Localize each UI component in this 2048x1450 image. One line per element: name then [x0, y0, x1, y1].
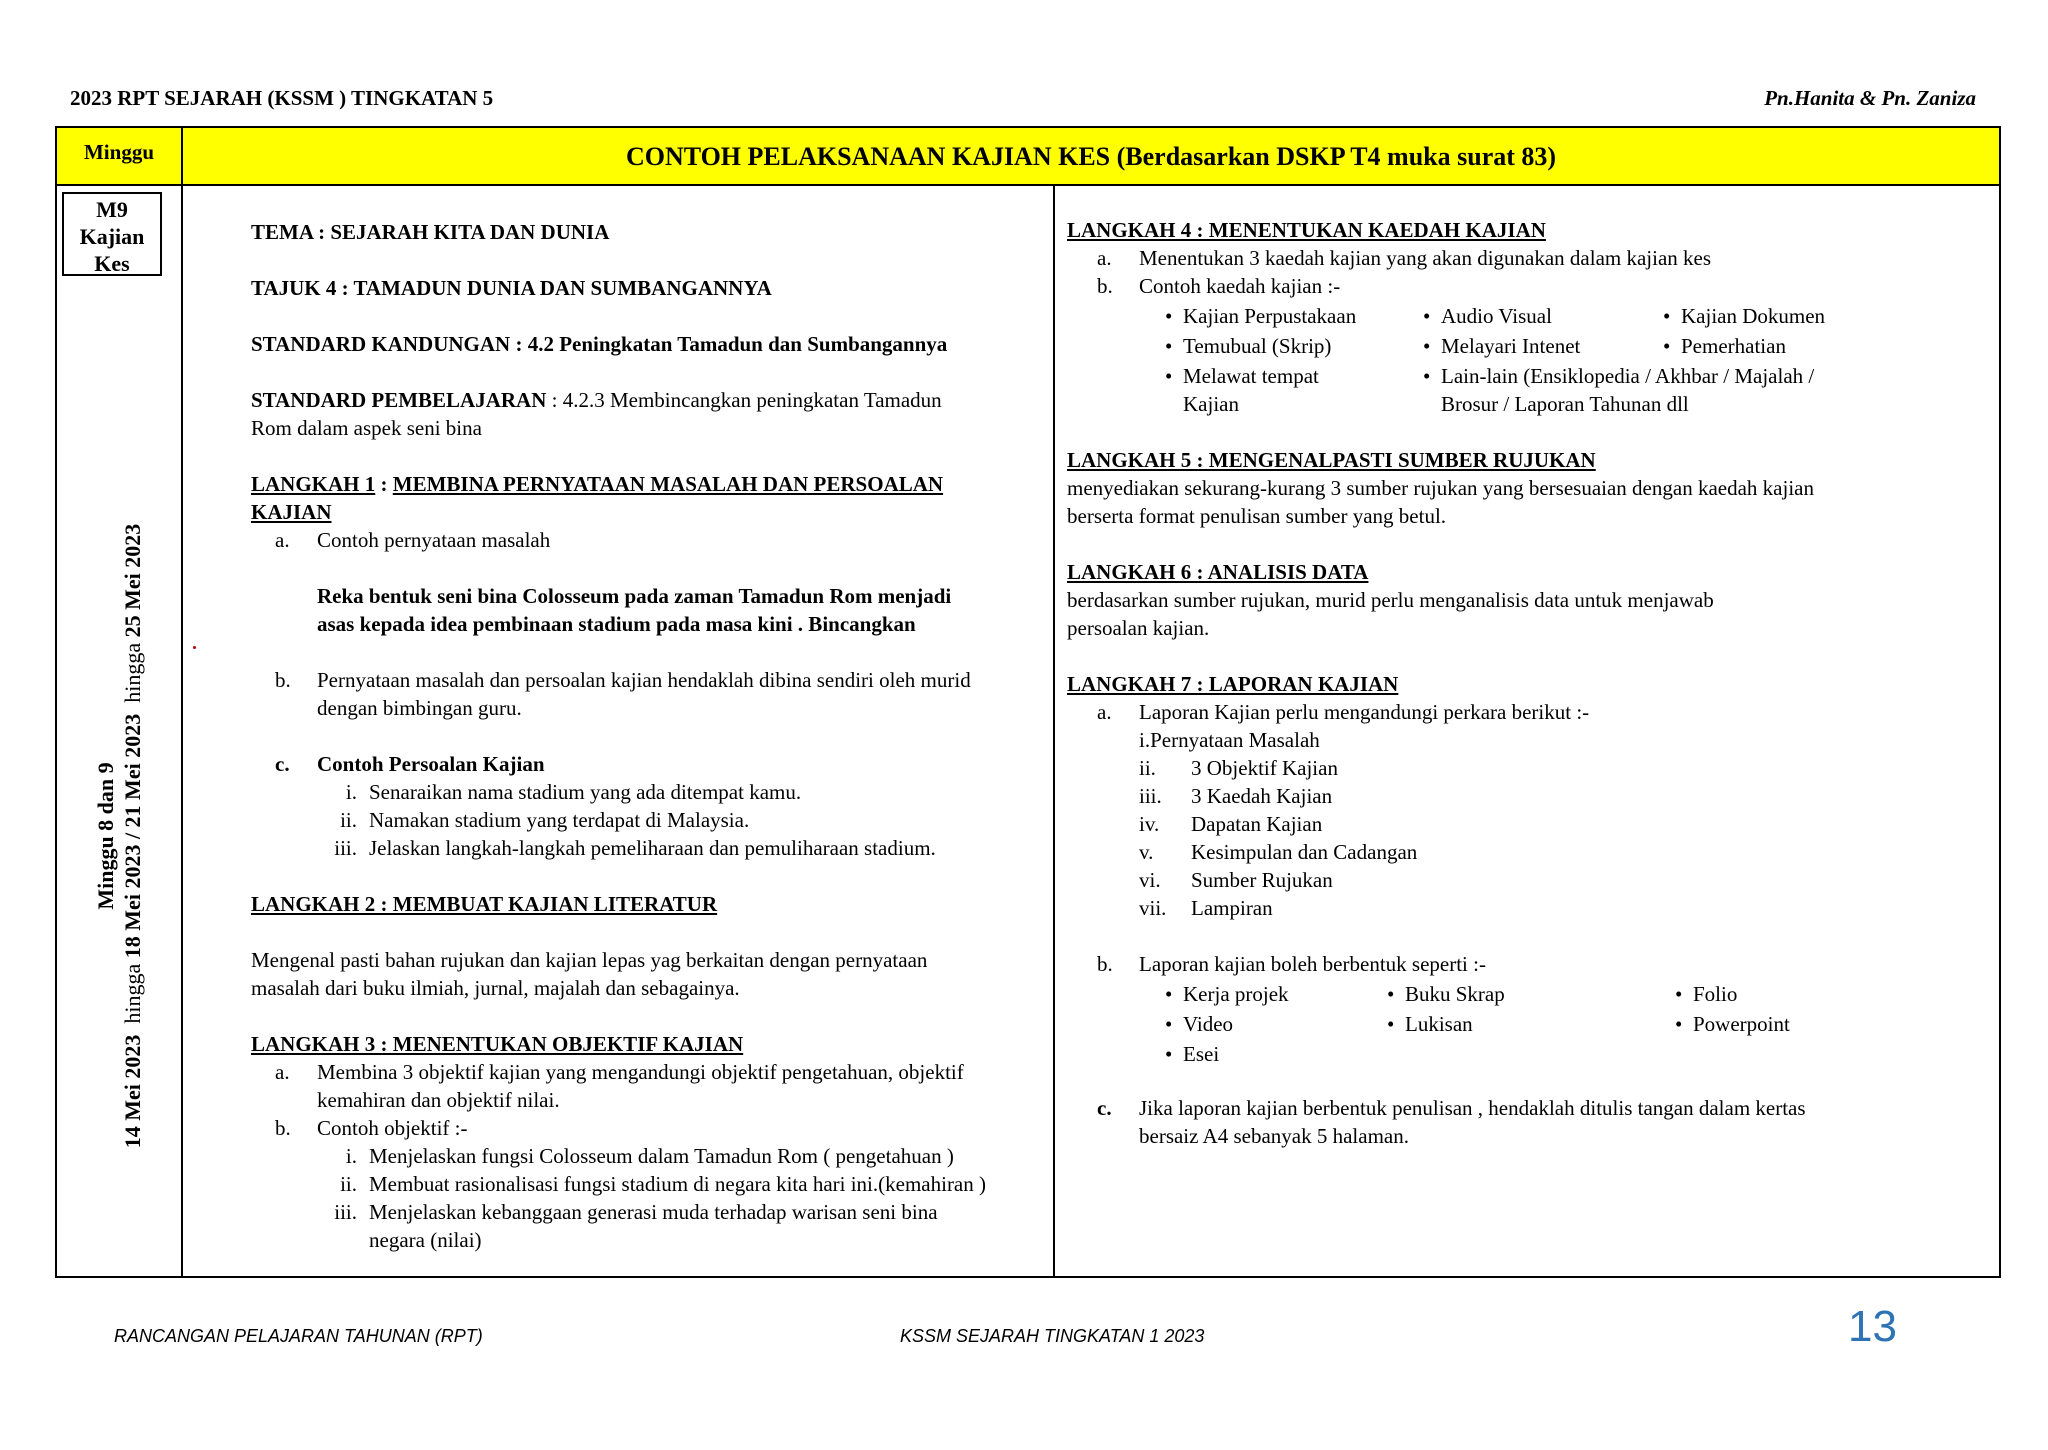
week-column-header: Minggu	[57, 128, 183, 184]
langkah-7-heading: LANGKAH 7 : LAPORAN KAJIAN	[1067, 672, 1399, 696]
bullet-icon: •	[1165, 982, 1173, 1006]
langkah-2-heading: LANGKAH 2 : MEMBUAT KAJIAN LITERATUR	[251, 892, 718, 916]
list-item: Dapatan Kajian	[1191, 812, 1323, 836]
bullet-icon: •	[1165, 1012, 1173, 1036]
item-text: Laporan Kajian perlu mengandungi perkara berikut :-	[1139, 700, 1590, 724]
roman-marker: i.	[345, 780, 357, 804]
bullet-item: Melayari Intenet	[1441, 334, 1581, 358]
header-title: 2023 RPT SEJARAH (KSSM ) TINGKATAN 5	[70, 86, 494, 110]
standard-kandungan: STANDARD KANDUNGAN : 4.2 Peningkatan Tamadun dan Sumbangannya	[251, 332, 948, 356]
date-text: 18 Mei 2023 / 21 Mei 2023	[120, 713, 145, 959]
content-right-column	[1055, 186, 1999, 1276]
langkah-4-heading: LANGKAH 4 : MENENTUKAN KAEDAH KAJIAN	[1067, 218, 1546, 242]
item-text: Pernyataan masalah dan persoalan kajian hendaklah dibina sendiri oleh murid	[317, 668, 971, 692]
tema-heading: TEMA : SEJARAH KITA DAN DUNIA	[251, 220, 610, 244]
bullet-item: Lukisan	[1405, 1012, 1473, 1036]
item-text: Membina 3 objektif kajian yang mengandungi objektif pengetahuan, objektif	[317, 1060, 964, 1084]
week-column	[57, 186, 183, 1276]
item-text-cont: bersaiz A4 sebanyak 5 halaman.	[1139, 1124, 1409, 1148]
week-range-label: Minggu 8 dan 9	[93, 762, 118, 910]
item-marker: c.	[1097, 1096, 1112, 1120]
page-number: 13	[1848, 1302, 1897, 1351]
bullet-item: Kajian Perpustakaan	[1183, 304, 1357, 328]
item-text: Contoh Persoalan Kajian	[317, 752, 545, 776]
date-connector: hingga	[120, 963, 145, 1024]
bullet-item-cont: Kajian	[1183, 392, 1239, 416]
week-date-range	[92, 524, 146, 1149]
date-text: 25 Mei 2023	[120, 523, 145, 638]
list-item-cont: negara (nilai)	[369, 1228, 482, 1252]
bullet-item: Powerpoint	[1693, 1012, 1790, 1036]
langkah-6-text-cont: persoalan kajian.	[1067, 616, 1210, 640]
roman-marker: vi.	[1139, 868, 1161, 892]
roman-marker: iii.	[334, 836, 357, 860]
langkah-2-text-cont: masalah dari buku ilmiah, jurnal, majalah dan sebagainya.	[251, 976, 740, 1000]
langkah-3-heading: LANGKAH 3 : MENENTUKAN OBJEKTIF KAJIAN	[251, 1032, 744, 1056]
bullet-item: Audio Visual	[1441, 304, 1552, 328]
langkah-2-text: Mengenal pasti bahan rujukan dan kajian lepas yag berkaitan dengan pernyataan	[251, 948, 928, 972]
langkah-6-text: berdasarkan sumber rujukan, murid perlu menganalisis data untuk menjawab	[1067, 588, 1714, 612]
lesson-table	[55, 126, 2001, 1278]
item-text: Jika laporan kajian berbentuk penulisan , hendaklah ditulis tangan dalam kertas	[1139, 1096, 1806, 1120]
langkah-1-title: MEMBINA PERNYATAAN MASALAH DAN PERSOALAN	[392, 472, 944, 496]
stray-mark	[193, 646, 196, 649]
list-item: i.Pernyataan Masalah	[1139, 728, 1320, 752]
langkah-1-colon: :	[375, 472, 393, 496]
date-text: 14 Mei 2023	[120, 1034, 145, 1149]
item-text: Contoh kaedah kajian :-	[1139, 274, 1341, 298]
bullet-icon: •	[1165, 334, 1173, 358]
langkah-5-heading: LANGKAH 5 : MENGENALPASTI SUMBER RUJUKAN	[1067, 448, 1596, 472]
list-item: Sumber Rujukan	[1191, 868, 1333, 892]
tajuk-heading: TAJUK 4 : TAMADUN DUNIA DAN SUMBANGANNYA	[251, 276, 772, 300]
bullet-item: Esei	[1183, 1042, 1220, 1066]
week-box-line: Kes	[94, 251, 130, 276]
list-item: 3 Kaedah Kajian	[1191, 784, 1333, 808]
item-marker: a.	[1097, 246, 1112, 270]
bullet-icon: •	[1423, 334, 1431, 358]
item-text: Laporan kajian boleh berbentuk seperti :-	[1139, 952, 1486, 976]
item-marker: b.	[275, 1116, 291, 1140]
content-left-column	[183, 186, 1055, 1276]
roman-marker: v.	[1139, 840, 1154, 864]
bullet-icon: •	[1663, 334, 1671, 358]
problem-statement-cont: asas kepada idea pembinaan stadium pada masa kini . Bincangkan	[317, 612, 916, 636]
bullet-icon: •	[1165, 364, 1173, 388]
item-marker: b.	[275, 668, 291, 692]
langkah-5-text: menyediakan sekurang-kurang 3 sumber rujukan yang bersesuaian dengan kaedah kajian	[1067, 476, 1814, 500]
list-item: Namakan stadium yang terdapat di Malaysia.	[369, 808, 750, 832]
roman-marker: vii.	[1139, 896, 1167, 920]
roman-marker: ii.	[340, 808, 357, 832]
bullet-icon: •	[1387, 1012, 1395, 1036]
langkah-6-heading: LANGKAH 6 : ANALISIS DATA	[1067, 560, 1369, 584]
list-item: Membuat rasionalisasi fungsi stadium di negara kita hari ini.(kemahiran )	[369, 1172, 986, 1196]
problem-statement: Reka bentuk seni bina Colosseum pada zaman Tamadun Rom menjadi	[317, 584, 952, 608]
list-item: Senaraikan nama stadium yang ada ditempat kamu.	[369, 780, 802, 804]
item-marker: b.	[1097, 274, 1113, 298]
roman-marker: iv.	[1139, 812, 1160, 836]
footer-left: RANCANGAN PELAJARAN TAHUNAN (RPT)	[114, 1326, 483, 1346]
item-text: Contoh pernyataan masalah	[317, 528, 551, 552]
list-item: Menjelaskan fungsi Colosseum dalam Tamadun Rom ( pengetahuan )	[369, 1144, 954, 1168]
item-text-cont: dengan bimbingan guru.	[317, 696, 522, 720]
sp-text: : 4.2.3 Membincangkan peningkatan Tamadun	[546, 388, 942, 412]
roman-marker: i.	[345, 1144, 357, 1168]
week-box	[62, 192, 162, 276]
bullet-item: Kerja projek	[1183, 982, 1289, 1006]
list-item: 3 Objektif Kajian	[1191, 756, 1338, 780]
bullet-item: Buku Skrap	[1405, 982, 1505, 1006]
item-text: Menentukan 3 kaedah kajian yang akan digunakan dalam kajian kes	[1139, 246, 1712, 270]
week-box-line: M9	[96, 197, 128, 222]
bullet-icon: •	[1663, 304, 1671, 328]
header-authors: Pn.Hanita & Pn. Zaniza	[1764, 86, 1976, 110]
item-marker: a.	[275, 1060, 290, 1084]
langkah-1-label: LANGKAH 1	[251, 472, 376, 496]
list-item: Kesimpulan dan Cadangan	[1191, 840, 1418, 864]
langkah-5-text-cont: berserta format penulisan sumber yang betul.	[1067, 504, 1447, 528]
langkah-1-title-cont: KAJIAN	[251, 500, 332, 524]
bullet-icon: •	[1165, 1042, 1173, 1066]
item-marker: a.	[275, 528, 290, 552]
week-box-line: Kajian	[79, 224, 145, 249]
sp-text-cont: Rom dalam aspek seni bina	[251, 416, 482, 440]
item-marker: c.	[275, 752, 290, 776]
list-item: Menjelaskan kebanggaan generasi muda terhadap warisan seni bina	[369, 1200, 938, 1224]
table-header-row	[57, 128, 1999, 186]
standard-pembelajaran	[251, 386, 942, 414]
roman-marker: iii.	[1139, 784, 1162, 808]
bullet-item: Temubual (Skrip)	[1183, 334, 1332, 358]
bullet-item: Video	[1183, 1012, 1234, 1036]
bullet-item: Folio	[1693, 982, 1738, 1006]
list-item: Lampiran	[1191, 896, 1273, 920]
roman-marker: ii.	[1139, 756, 1156, 780]
langkah-1-heading	[251, 470, 943, 498]
bullet-item-cont: Brosur / Laporan Tahunan dll	[1441, 392, 1689, 416]
bullet-icon: •	[1675, 982, 1683, 1006]
week-date-line	[119, 524, 146, 1149]
bullet-icon: •	[1423, 364, 1431, 388]
bullet-icon: •	[1387, 982, 1395, 1006]
bullet-icon: •	[1423, 304, 1431, 328]
date-connector: hingga	[120, 642, 145, 703]
roman-marker: ii.	[340, 1172, 357, 1196]
bullet-icon: •	[1165, 304, 1173, 328]
item-text-cont: kemahiran dan objektif nilai.	[317, 1088, 560, 1112]
table-title: CONTOH PELAKSANAAN KAJIAN KES (Berdasarkan DSKP T4 muka surat 83)	[625, 142, 1557, 171]
item-marker: b.	[1097, 952, 1113, 976]
sp-label: STANDARD PEMBELAJARAN	[251, 388, 547, 412]
bullet-item: Pemerhatian	[1681, 334, 1786, 358]
bullet-icon: •	[1675, 1012, 1683, 1036]
list-item: Jelaskan langkah-langkah pemeliharaan dan pemuliharaan stadium.	[369, 836, 936, 860]
roman-marker: iii.	[334, 1200, 357, 1224]
bullet-item: Kajian Dokumen	[1681, 304, 1826, 328]
bullet-item: Melawat tempat	[1183, 364, 1319, 388]
item-text: Contoh objektif :-	[317, 1116, 468, 1140]
footer-center: KSSM SEJARAH TINGKATAN 1 2023	[900, 1326, 1205, 1346]
bullet-item: Lain-lain (Ensiklopedia / Akhbar / Majalah /	[1441, 364, 1815, 388]
item-marker: a.	[1097, 700, 1112, 724]
